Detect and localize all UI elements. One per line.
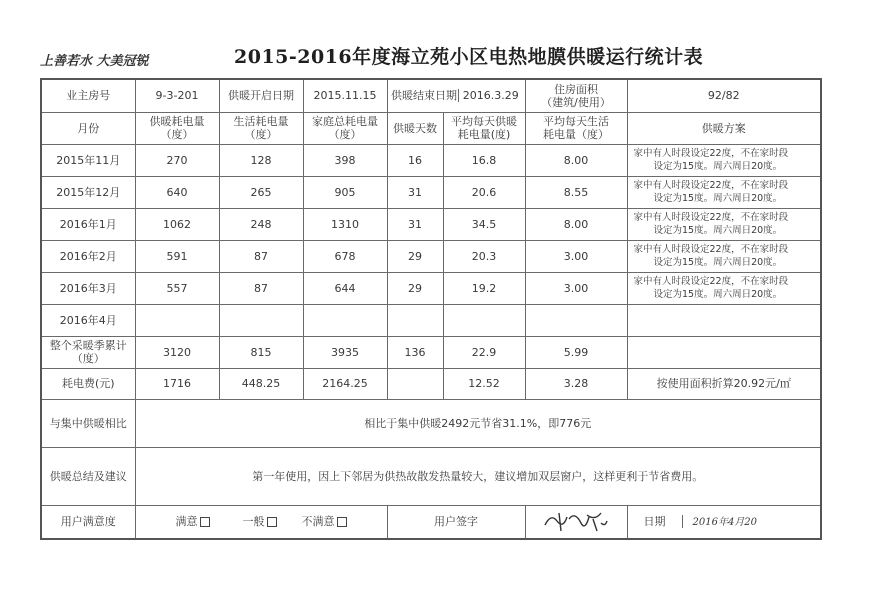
end-date-cell — [387, 79, 525, 112]
cost-note: 按使用面积折算20.92元/㎡ — [627, 368, 821, 399]
days-header: 供暖天数 — [387, 112, 443, 144]
plan-line1: 家中有人时段设定22度，不在家时段 — [633, 148, 789, 159]
area-label-line1: 住房面积 — [554, 82, 598, 96]
plan-line2: 设定为15度。周六周日20度。 — [653, 257, 783, 268]
avg-life-cell: 8.55 — [525, 176, 627, 208]
season-label-line2: （度） — [71, 352, 105, 365]
month-cell: 2015年12月 — [41, 176, 135, 208]
plan-line2: 设定为15度。周六周日20度。 — [653, 161, 783, 172]
plan-line1: 家中有人时段设定22度，不在家时段 — [633, 212, 789, 223]
plan-cell — [627, 240, 821, 272]
life-cell: 265 — [219, 176, 303, 208]
total-cell — [303, 304, 387, 336]
avg-life-header-line2: 耗电量（度） — [543, 128, 609, 141]
season-life: 815 — [219, 336, 303, 368]
month-cell: 2016年1月 — [41, 208, 135, 240]
season-avg-heat: 22.9 — [443, 336, 525, 368]
signature-label: 用户签字 — [387, 505, 525, 539]
heat-header-line1: 供暖耗电量 — [149, 115, 205, 128]
avg-heat-cell: 20.3 — [443, 240, 525, 272]
days-cell: 29 — [387, 240, 443, 272]
plan-line2: 设定为15度。周六周日20度。 — [653, 289, 783, 300]
total-cell: 1310 — [303, 208, 387, 240]
header-row — [41, 112, 821, 144]
date-value: 2016年4月20 — [692, 516, 758, 528]
statistics-table — [40, 78, 822, 540]
season-total-row — [41, 336, 821, 368]
plan-line2: 设定为15度。周六周日20度。 — [653, 193, 783, 204]
normal-checkbox[interactable] — [267, 517, 277, 527]
heat-cell: 591 — [135, 240, 219, 272]
life-header-line2: （度） — [244, 128, 278, 141]
month-cell: 2016年2月 — [41, 240, 135, 272]
life-header — [219, 112, 303, 144]
plan-line2: 设定为15度。周六周日20度。 — [653, 225, 783, 236]
normal-label: 一般 — [242, 515, 265, 529]
satisfied-label: 满意 — [175, 515, 198, 529]
days-cell: 31 — [387, 208, 443, 240]
avg-heat-cell: 20.6 — [443, 176, 525, 208]
compare-text: 相比于集中供暖2492元节省31.1%，即776元 — [135, 399, 821, 447]
avg-life-cell: 3.00 — [525, 272, 627, 304]
table-row — [41, 272, 821, 304]
summary-label: 供暖总结及建议 — [41, 447, 135, 505]
heat-cell: 640 — [135, 176, 219, 208]
total-cell: 398 — [303, 144, 387, 176]
life-cell: 87 — [219, 240, 303, 272]
signature-image — [541, 509, 611, 535]
total-cell: 678 — [303, 240, 387, 272]
avg-life-header — [525, 112, 627, 144]
plan-line1: 家中有人时段设定22度，不在家时段 — [633, 276, 789, 287]
unsatisfied-option[interactable] — [302, 515, 347, 528]
info-row — [41, 79, 821, 112]
cost-label: 耗电费(元) — [41, 368, 135, 399]
owner-value: 9-3-201 — [135, 79, 219, 112]
start-date-label: 供暖开启日期 — [219, 79, 303, 112]
total-header-line1: 家庭总耗电量 — [312, 115, 378, 128]
life-cell: 87 — [219, 272, 303, 304]
avg-life-cell: 8.00 — [525, 144, 627, 176]
area-label — [525, 79, 627, 112]
avg-heat-cell: 34.5 — [443, 208, 525, 240]
avg-heat-header-line1: 平均每天供暖 — [451, 115, 517, 128]
month-cell: 2016年3月 — [41, 272, 135, 304]
heat-cell: 270 — [135, 144, 219, 176]
signature-cell — [525, 505, 627, 539]
unsatisfied-checkbox[interactable] — [337, 517, 347, 527]
cost-days — [387, 368, 443, 399]
table-row — [41, 176, 821, 208]
month-cell: 2015年11月 — [41, 144, 135, 176]
month-header: 月份 — [41, 112, 135, 144]
compare-row — [41, 399, 821, 447]
table-row — [41, 240, 821, 272]
area-label-line2: （建筑/使用） — [541, 95, 611, 109]
plan-cell — [627, 176, 821, 208]
life-cell: 128 — [219, 144, 303, 176]
date-cell — [627, 505, 821, 539]
cost-row — [41, 368, 821, 399]
satisfied-option[interactable] — [176, 515, 210, 528]
table-row — [41, 144, 821, 176]
heat-cell — [135, 304, 219, 336]
owner-label: 业主房号 — [41, 79, 135, 112]
avg-heat-header — [443, 112, 525, 144]
season-label-line1: 整个采暖季累计 — [49, 339, 127, 352]
heat-cell: 1062 — [135, 208, 219, 240]
cost-avg-life: 3.28 — [525, 368, 627, 399]
table-row — [41, 208, 821, 240]
cost-total: 2164.25 — [303, 368, 387, 399]
days-cell — [387, 304, 443, 336]
satisfied-checkbox[interactable] — [200, 517, 210, 527]
total-cell: 905 — [303, 176, 387, 208]
page-title: 2015-2016年度海立苑小区电热地膜供暖运行统计表 — [234, 46, 704, 68]
days-cell: 29 — [387, 272, 443, 304]
normal-option[interactable] — [243, 515, 277, 528]
plan-cell — [627, 208, 821, 240]
end-date-label: 供暖结束日期 — [390, 89, 457, 103]
avg-heat-cell — [443, 304, 525, 336]
plan-cell — [627, 304, 821, 336]
days-cell: 31 — [387, 176, 443, 208]
plan-cell — [627, 144, 821, 176]
start-date-value: 2015.11.15 — [303, 79, 387, 112]
season-total: 3935 — [303, 336, 387, 368]
total-cell: 644 — [303, 272, 387, 304]
avg-heat-cell: 19.2 — [443, 272, 525, 304]
plan-cell — [627, 272, 821, 304]
avg-heat-header-line2: 耗电量(度) — [457, 128, 511, 141]
satisfaction-options — [135, 505, 387, 539]
heat-header — [135, 112, 219, 144]
table-row — [41, 304, 821, 336]
cost-heat: 1716 — [135, 368, 219, 399]
month-cell: 2016年4月 — [41, 304, 135, 336]
season-plan — [627, 336, 821, 368]
season-heat: 3120 — [135, 336, 219, 368]
avg-heat-cell: 16.8 — [443, 144, 525, 176]
season-avg-life: 5.99 — [525, 336, 627, 368]
summary-text: 第一年使用，因上下邻居为供热故散发热量较大，建议增加双层窗户，这样更利于节省费用。 — [135, 447, 821, 505]
summary-row — [41, 447, 821, 505]
compare-label: 与集中供暖相比 — [41, 399, 135, 447]
cost-life: 448.25 — [219, 368, 303, 399]
end-date-value: 2016.3.29 — [458, 89, 522, 102]
total-header-line2: （度） — [328, 128, 362, 141]
heat-header-line2: （度） — [160, 128, 194, 141]
season-label — [41, 336, 135, 368]
total-header — [303, 112, 387, 144]
avg-life-cell — [525, 304, 627, 336]
season-days: 136 — [387, 336, 443, 368]
cost-avg-heat: 12.52 — [443, 368, 525, 399]
area-value: 92/82 — [627, 79, 821, 112]
life-cell — [219, 304, 303, 336]
avg-life-header-line1: 平均每天生活 — [543, 115, 609, 128]
date-label: 日期 — [628, 515, 683, 528]
unsatisfied-label: 不满意 — [301, 515, 335, 529]
life-header-line1: 生活耗电量 — [233, 115, 289, 128]
heat-cell: 557 — [135, 272, 219, 304]
life-cell: 248 — [219, 208, 303, 240]
avg-life-cell: 8.00 — [525, 208, 627, 240]
days-cell: 16 — [387, 144, 443, 176]
footer-row — [41, 505, 821, 539]
company-motto: 上善若水 大美冠锐 — [40, 54, 149, 69]
plan-header: 供暖方案 — [627, 112, 821, 144]
satisfaction-label: 用户满意度 — [41, 505, 135, 539]
avg-life-cell: 3.00 — [525, 240, 627, 272]
plan-line1: 家中有人时段设定22度，不在家时段 — [633, 244, 789, 255]
plan-line1: 家中有人时段设定22度，不在家时段 — [633, 180, 789, 191]
